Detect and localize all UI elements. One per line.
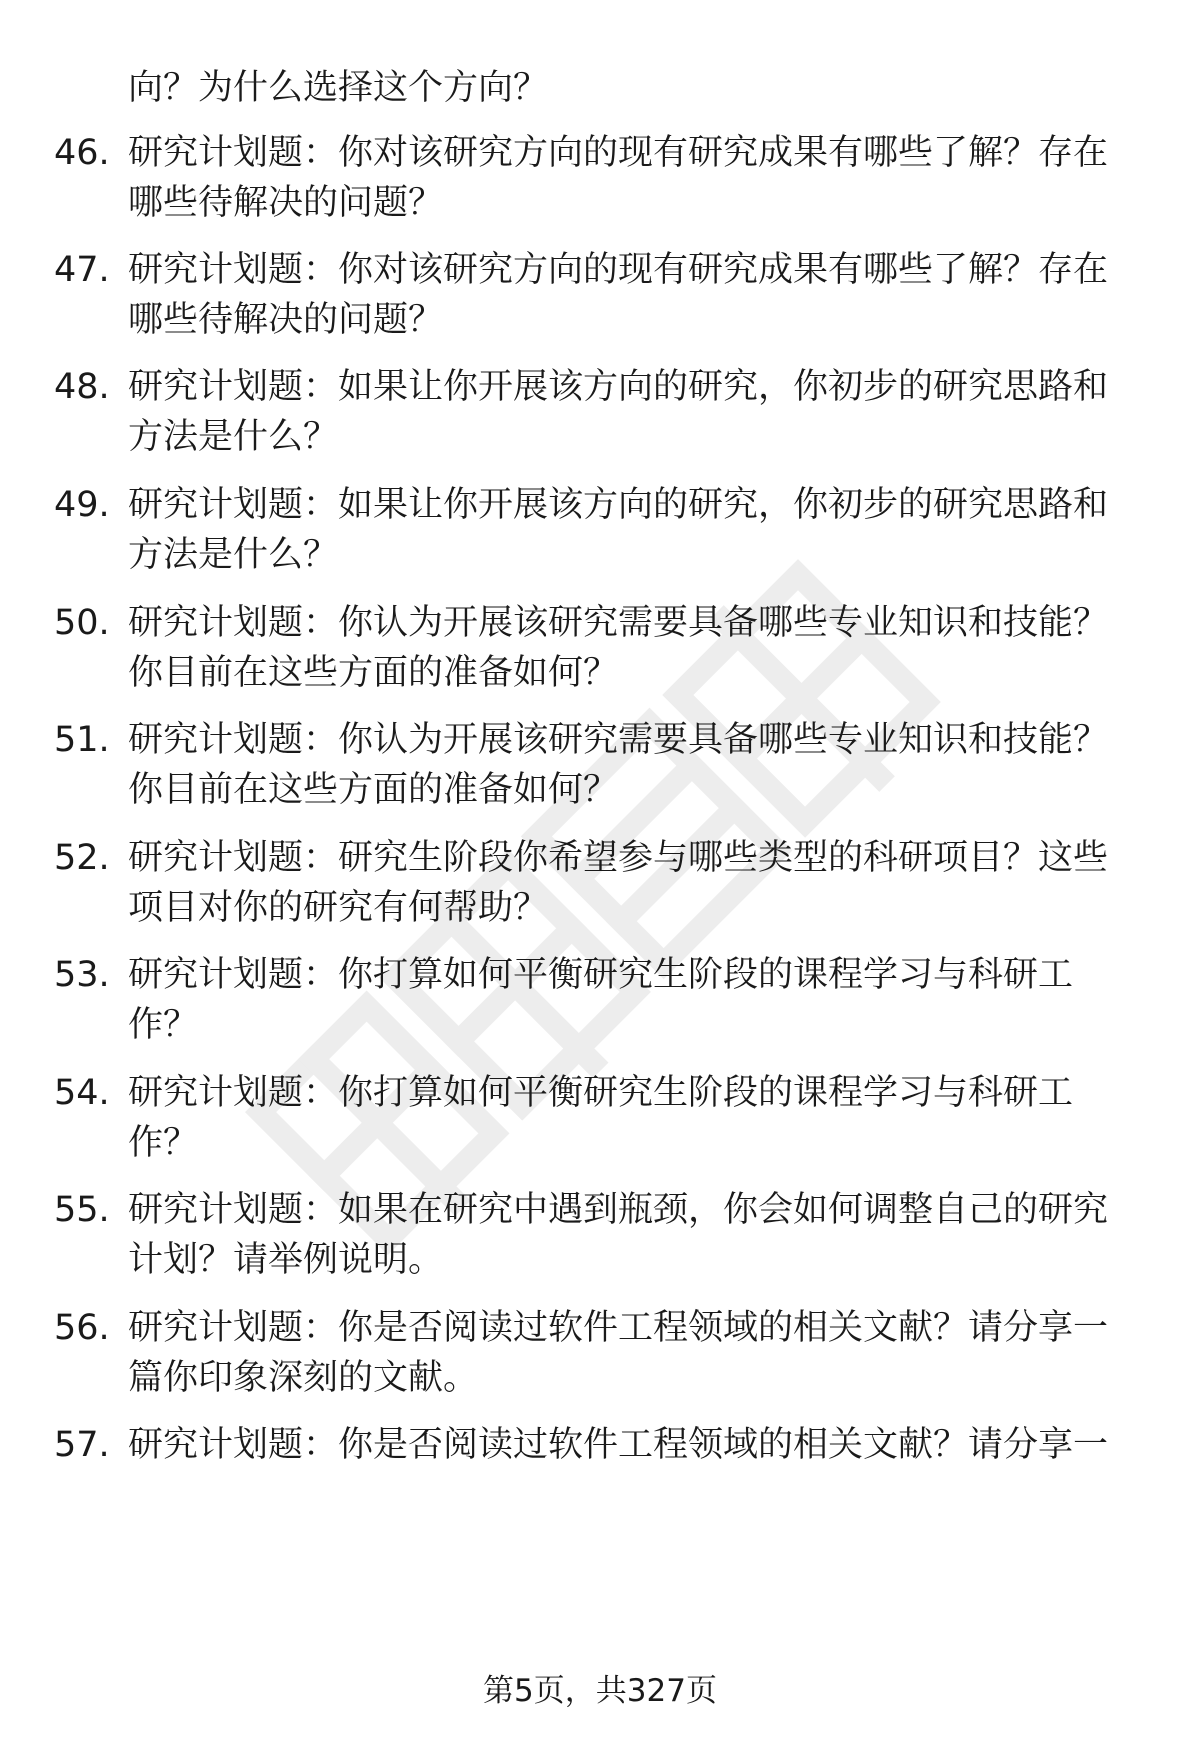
question-text <box>128 950 1148 1050</box>
question-number: 46. <box>54 133 110 173</box>
question-text <box>128 128 1148 228</box>
question-number: 52. <box>54 838 110 878</box>
question-number: 54. <box>54 1073 110 1113</box>
question-line: 研究计划题：你对该研究方向的现有研究成果有哪些了解？存在 <box>128 250 1109 290</box>
continued-question-text: 向？为什么选择这个方向？ <box>128 68 549 108</box>
question-line: 研究计划题：如果在研究中遇到瓶颈，你会如何调整自己的研究 <box>128 1190 1109 1230</box>
question-line: 你目前在这些方面的准备如何？ <box>128 653 619 693</box>
question-text <box>128 833 1148 933</box>
question-number: 56. <box>54 1308 110 1348</box>
question-text <box>128 598 1148 698</box>
question-line: 研究计划题：你打算如何平衡研究生阶段的课程学习与科研工 <box>128 1073 1074 1113</box>
question-text <box>128 362 1148 462</box>
question-line: 哪些待解决的问题？ <box>128 300 444 340</box>
question-number: 50. <box>54 603 110 643</box>
question-text <box>128 1420 1148 1470</box>
question-number: 53. <box>54 955 110 995</box>
question-number: 57. <box>54 1425 110 1465</box>
question-text <box>128 1068 1148 1168</box>
question-line: 研究计划题：研究生阶段你希望参与哪些类型的科研项目？这些 <box>128 838 1109 878</box>
question-number: 55. <box>54 1190 110 1230</box>
question-line: 研究计划题：你对该研究方向的现有研究成果有哪些了解？存在 <box>128 133 1109 173</box>
question-text <box>128 245 1148 345</box>
question-line: 研究计划题：如果让你开展该方向的研究，你初步的研究思路和 <box>128 485 1109 525</box>
question-line: 哪些待解决的问题？ <box>128 183 444 223</box>
question-number: 49. <box>54 485 110 525</box>
question-line: 你目前在这些方面的准备如何？ <box>128 770 619 810</box>
question-line: 方法是什么？ <box>128 417 339 457</box>
question-text <box>128 1185 1148 1285</box>
page-footer: 第5页，共327页 <box>483 1673 717 1709</box>
question-line: 研究计划题：你是否阅读过软件工程领域的相关文献？请分享一 <box>128 1425 1109 1465</box>
question-line: 篇你印象深刻的文献。 <box>128 1358 479 1398</box>
question-line: 作？ <box>128 1123 199 1163</box>
question-text <box>128 480 1148 580</box>
question-line: 计划？请举例说明。 <box>128 1240 444 1280</box>
question-line: 方法是什么？ <box>128 535 339 575</box>
question-line: 研究计划题：你认为开展该研究需要具备哪些专业知识和技能？ <box>128 720 1109 760</box>
question-number: 48. <box>54 367 110 407</box>
question-text <box>128 715 1148 815</box>
question-line: 项目对你的研究有何帮助？ <box>128 888 549 928</box>
question-line: 研究计划题：你认为开展该研究需要具备哪些专业知识和技能？ <box>128 603 1109 643</box>
question-line: 研究计划题：你打算如何平衡研究生阶段的课程学习与科研工 <box>128 955 1074 995</box>
question-text <box>128 1303 1148 1403</box>
question-line: 研究计划题：如果让你开展该方向的研究，你初步的研究思路和 <box>128 367 1109 407</box>
question-number: 51. <box>54 720 110 760</box>
question-line: 作？ <box>128 1005 199 1045</box>
question-line: 研究计划题：你是否阅读过软件工程领域的相关文献？请分享一 <box>128 1308 1109 1348</box>
question-number: 47. <box>54 250 110 290</box>
